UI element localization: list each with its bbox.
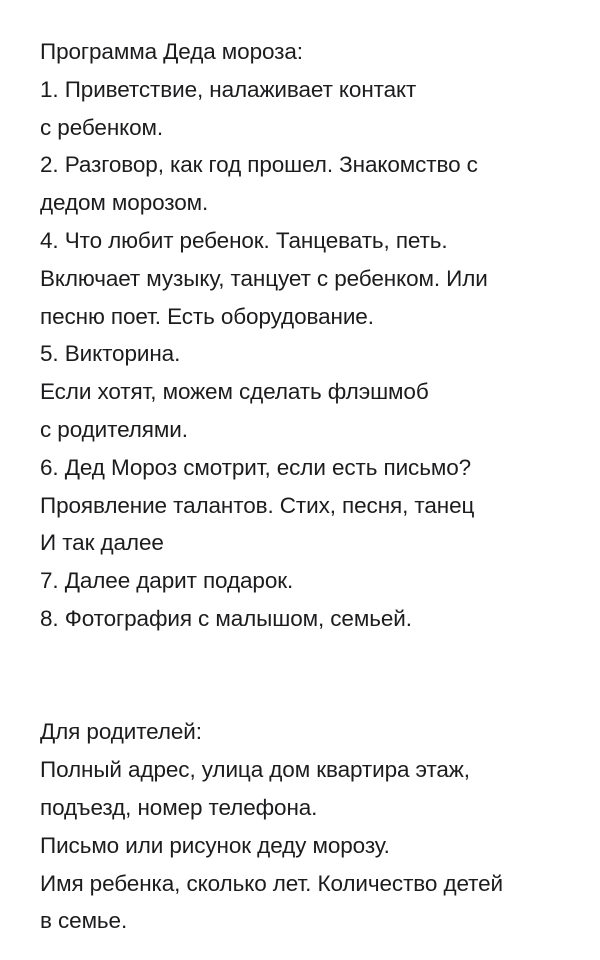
parents-line: Имя ребенка, сколько лет. Количество детей	[40, 870, 503, 896]
program-line: 2. Разговор, как год прошел. Знакомство с	[40, 152, 478, 178]
program-line: Включает музыку, танцует с ребенком. Или	[40, 265, 488, 291]
parents-line: подъезд, номер телефона.	[40, 794, 318, 820]
parents-title: Для родителей:	[40, 719, 202, 745]
program-line: с родителями.	[40, 416, 188, 442]
program-line: 8. Фотография с малышом, семьей.	[40, 605, 412, 631]
note-text	[40, 33, 580, 940]
parents-line: в семье.	[40, 908, 128, 934]
program-line: 5. Викторина.	[40, 341, 181, 367]
program-line: дедом морозом.	[40, 190, 209, 216]
program-title: Программа Деда мороза:	[40, 39, 303, 64]
program-line: песню поет. Есть оборудование.	[40, 303, 374, 329]
program-line: с ребенком.	[40, 114, 164, 140]
program-line: Проявление талантов. Стих, песня, танец	[40, 492, 475, 518]
parents-line: Полный адрес, улица дом квартира этаж,	[40, 757, 470, 783]
parents-line: Письмо или рисунок деду морозу.	[40, 832, 390, 858]
program-line: Если хотят, можем сделать флэшмоб	[40, 379, 429, 405]
section-spacer	[40, 638, 580, 714]
program-line: И так далее	[40, 530, 164, 556]
program-line: 1. Приветствие, налаживает контакт	[40, 76, 417, 102]
program-line: 4. Что любит ребенок. Танцевать, петь.	[40, 227, 448, 253]
program-line: 7. Далее дарит подарок.	[40, 568, 294, 594]
program-line: 6. Дед Мороз смотрит, если есть письмо?	[40, 454, 472, 480]
